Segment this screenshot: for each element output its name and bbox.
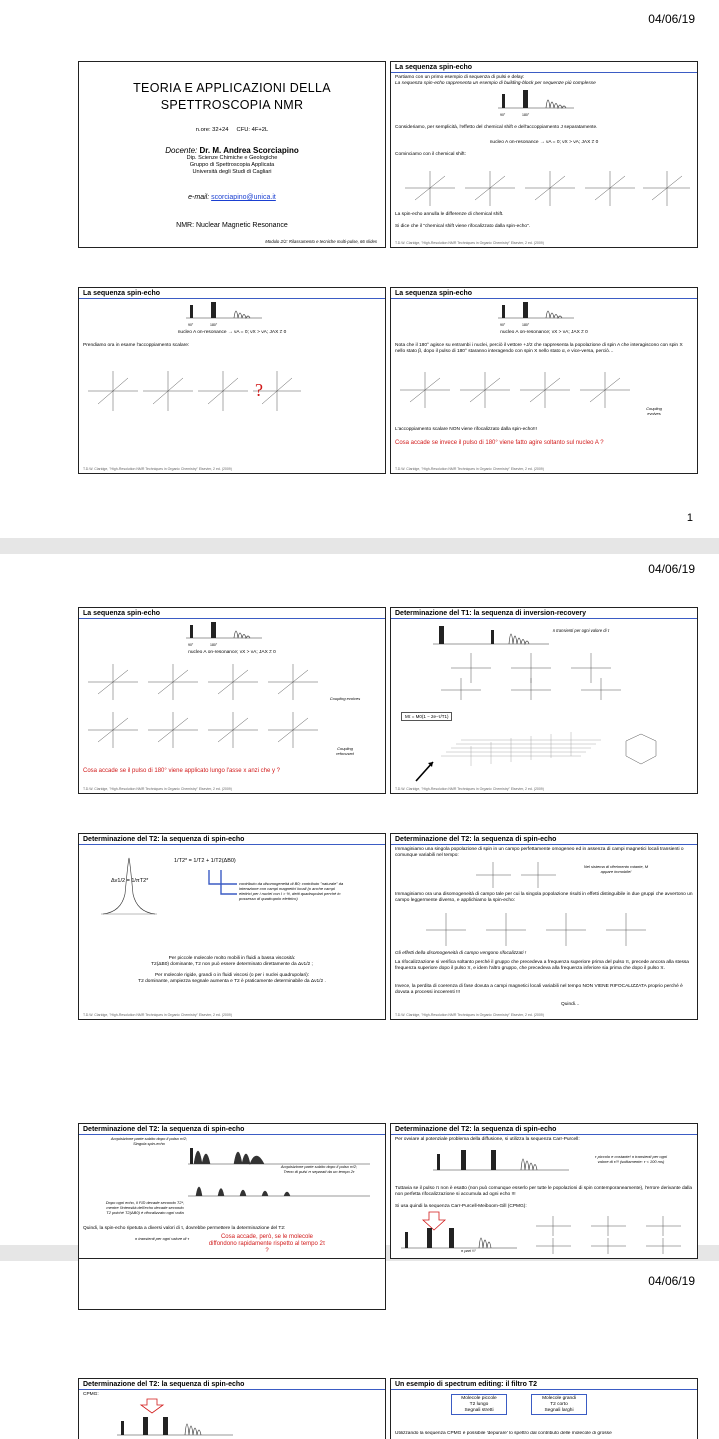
- slide-footer: T.D.W. Claridge, "High-Resolution NMR Techniques in Organic Chemistry" Elsevier, 2 ed. (2009): [395, 787, 544, 791]
- slide-text: Cominciamo con il chemical shift:: [395, 152, 466, 157]
- resonance-conditions: nucleo A on-resonance; νX > νA; JAX ≠ 0: [500, 330, 588, 335]
- svg-text:90°: 90°: [500, 113, 506, 117]
- slide-title: La sequenza spin-echo: [391, 62, 697, 73]
- slide-text: Utilizzando la sequenza CPMG è possibile 'depurare' lo spettro dal contributo delle molecole di grosse: [395, 1431, 612, 1436]
- pulse-sequence-diagram: [184, 300, 264, 330]
- echo-label: Dopo ogni echo, il FID decade secondo T2*, mentre l'intensità dell'echo decade secondo T2 poiché T2(ΔB0) è rifocalizzato ogni volta: [105, 1200, 185, 1215]
- page-separator: [0, 538, 719, 554]
- slide-text: Invece, la perdita di coerenza di fase dovuta a campi magnetici locali variabili nel tempo NON VIENE RIFOCALIZZATA proprio perché è dovuta a processi incoerenti !!!: [395, 984, 683, 995]
- slide-footer: T.D.W. Claridge, "High-Resolution NMR Techniques in Organic Chemistry" Elsevier, 2 ed. (2009): [395, 241, 544, 245]
- pulse-sequence-diagram: [431, 622, 551, 650]
- slide-text: Gli effetti della disomogeneità di campo vengono rifocalizzati !: [395, 951, 527, 956]
- slide-question: Cosa accade, però, se le molecole diffondono rapidamente rispetto al tempo 2τ ?: [208, 1234, 326, 1254]
- slide-text: Immaginiamo ora una disomogeneità di campo tale per cui la singola popolazione risulti in effetti distinguibile in due gruppi che avvertono un campo leggermente diverso, e applichiamo la spin-echo:: [395, 892, 693, 903]
- cover-hours: n.ore: 32+24 CFU: 4F+2L: [195, 127, 269, 133]
- slide-text: La rifocalizzazione si verifica soltanto perché il gruppo che precedeva a frequenza superiore prima del pulso π, precede ancora alla stessa frequenza superiore dopo il pulso π, e idem l'altro gruppo, che precedeva alla frequenza inferiore sia prima che dopo il pulso π.: [395, 960, 689, 971]
- slide-text: Per ovviare al potenziale problema della diffusione, si utilizza la sequenza Carr-Purcell:: [395, 1137, 580, 1142]
- coupling-label: Coupling refocused: [336, 746, 354, 756]
- side-note: Nel sistema di riferimento rotante, M appare immobile!: [583, 864, 649, 874]
- vector-diagram: [395, 166, 693, 211]
- tau-note: τ piccolo e costante! n transienti per ogni valore di τ!!! (solitamente: τ < 100 ms): [595, 1154, 667, 1164]
- slide-spin-echo-1: [390, 61, 698, 248]
- svg-text:90°: 90°: [188, 323, 194, 327]
- cover-module: Modulo 2/2: Rilassamento e tecniche multi-pulse, 66 slides: [265, 239, 377, 244]
- vector-diagram: [421, 910, 661, 948]
- slide-question: Cosa accade se il pulso di 180° viene applicato lungo l'asse x anzi che y ?: [83, 768, 280, 774]
- slide-title: Determinazione del T2: la sequenza di spin-echo: [79, 1124, 385, 1135]
- large-molecules-box: Molecole grandi T2 corto Segnali larghi: [531, 1394, 587, 1415]
- slide-t2-carr-purcell: [390, 1123, 698, 1259]
- page-number: 1: [686, 512, 693, 524]
- slide-title: Determinazione del T1: la sequenza di inversion-recovery: [391, 608, 697, 619]
- slide-question: Cosa accade se invece il pulso di 180° viene fatto agire soltanto sul nucleo A ?: [395, 440, 604, 446]
- cpmg-diagram: [115, 1397, 235, 1437]
- slide-spin-echo-3: [390, 287, 698, 474]
- vector-diagram: [411, 650, 681, 700]
- slide-t2-cpmg: [78, 1378, 386, 1439]
- cover-email: e-mail: scorciapino@unica.it: [188, 194, 276, 201]
- question-mark: ?: [255, 380, 263, 400]
- echo-label: Acquisizione parte subito dopo il pulso π/2; Singola spin-echo: [110, 1136, 188, 1146]
- echo-diagram: [184, 1134, 374, 1214]
- t1-formula: Mτ = M0(1 − 2e−τ/T1): [401, 712, 452, 721]
- slide-t2-filter: [390, 1378, 698, 1439]
- slide-title: La sequenza spin-echo: [391, 288, 697, 299]
- page-date: 04/06/19: [648, 12, 695, 26]
- small-molecules-box: Molecole piccole T2 lungo Segnali stretti: [451, 1394, 507, 1415]
- slide-text: Nota che il 180° agisce su entrambi i nuclei, perciò il vettore +J/2 che rappresenta la popolazione di spin A che interagiscono con spin X nello stato β, dopo il pulso di 180° staranno interagendo con spin X nello stato α, e vice-versa, perciò…: [395, 343, 683, 354]
- slide-text: Prendiamo ora in esame l'accoppiamento scalare:: [83, 343, 190, 348]
- pulse-sequence-diagram: [496, 300, 576, 330]
- pulse-sequence-diagram: [431, 1144, 571, 1178]
- slide-text: La spin-echo annulla le differenze di chemical shift.: [395, 212, 504, 217]
- slide-text: Consideriamo, per semplicità, l'effetto del chemical shift e dell'accoppiamento J separatamente.: [395, 125, 598, 130]
- coupling-label: Coupling evolves: [646, 406, 662, 416]
- bracket-arrows: [199, 868, 239, 898]
- slide-inversion-recovery: [390, 607, 698, 794]
- spectra-stack: [411, 726, 681, 786]
- slide-title: Determinazione del T2: la sequenza di spin-echo: [79, 834, 385, 845]
- slide-footer: T.D.W. Claridge, "High-Resolution NMR Techniques in Organic Chemistry" Elsevier, 2 ed. (2009): [83, 467, 232, 471]
- pulse-sequence-diagram: [496, 88, 576, 120]
- slide-title: Un esempio di spectrum editing: il filtro T2: [391, 1379, 697, 1390]
- slide-text: Quindi, la spin-echo ripetuta a diversi valori di τ, dovrebbe permettere la determinazione del T2:: [83, 1226, 286, 1231]
- slide-title: Determinazione del T2: la sequenza di spin-echo: [391, 1124, 697, 1135]
- email-link[interactable]: scorciapino@unica.it: [211, 194, 276, 201]
- cover-department: Dip. Scienze Chimiche e Geologiche Gruppo di Spettroscopia Applicata Università degli Studi di Cagliari: [186, 155, 278, 175]
- vector-diagram: [471, 860, 561, 890]
- slide-text: L'accoppiamento scalare NON viene rifocalizzato dalla spin-echo!!!: [395, 427, 537, 432]
- svg-text:90°: 90°: [500, 323, 506, 327]
- slide-t2-spin-echo-echo-train: [78, 1123, 386, 1259]
- pulse-sequence-diagram: [184, 620, 264, 650]
- vector-diagram: [83, 366, 303, 416]
- cpmg-diagram: [399, 1210, 519, 1254]
- slide-text: Per molecole rigide, grandi o in fluidi viscosi (o per i nuclei quadrupolari): T2 dominante, ampiezza segnale aumenta e T2 è praticamente determinabile da Δν1/2 .: [138, 973, 326, 984]
- slide-text: Partiamo con un primo esempio di sequenza di pulsi e delay: La sequenza spin-echo rappresenta un esempio di building-block per sequenze più complesse: [395, 75, 596, 86]
- transients-note: n transienti per ogni valore di τ: [135, 1236, 189, 1241]
- vector-diagram: [83, 660, 381, 755]
- cover-nmr: NMR: Nuclear Magnetic Resonance: [176, 222, 288, 229]
- slide-t2-spin-echo-2: [390, 833, 698, 1020]
- cover-title: TEORIA E APPLICAZIONI DELLA SPETTROSCOPIA NMR: [133, 81, 331, 112]
- slide-text: CPMG:: [83, 1392, 99, 1397]
- slide-text: Tuttavia se il pulso π non è esatto (non può comunque esserlo per tutte le popolazioni di spin contemporaneamente), l'errore derivante dalla non perfetta rifocalizzazione si accumula ad ogni echo !!!: [395, 1186, 693, 1197]
- slide-footer: T.D.W. Claridge, "High-Resolution NMR Techniques in Organic Chemistry" Elsevier, 2 ed. (2009): [83, 787, 232, 791]
- page-date: 04/06/19: [648, 562, 695, 576]
- n-even-note: n pari !!!: [461, 1248, 476, 1253]
- slide-title: Determinazione del T2: la sequenza di spin-echo: [391, 834, 697, 845]
- linewidth-formula: Δν1/2 = 1/πT2*: [111, 878, 149, 884]
- slide-footer: T.D.W. Claridge, "High-Resolution NMR Techniques in Organic Chemistry" Elsevier, 2 ed. (2009): [83, 1013, 232, 1017]
- slide-title: La sequenza spin-echo: [79, 288, 385, 299]
- lorentzian-peak: [99, 854, 159, 924]
- svg-text:90°: 90°: [188, 643, 194, 647]
- page-1: [0, 0, 719, 546]
- svg-text:180°: 180°: [210, 323, 218, 327]
- slide-footer: T.D.W. Claridge, "High-Resolution NMR Techniques in Organic Chemistry" Elsevier, 2 ed. (2009): [395, 1013, 544, 1017]
- slide-text: Immaginiamo una singola popolazione di spin in un campo perfettamente omogeneo ed in assenza di campi magnetici locali transienti o comunque variabili nel tempo:: [395, 847, 684, 858]
- resonance-conditions: nucleo A on-resonance → νA = 0; νX > νA; JAX ≠ 0: [489, 140, 599, 145]
- slide-text: Si dice che il "chemical shift viene rifocalizzato dalla spin-echo".: [395, 224, 531, 229]
- t2-formula: 1/T2* = 1/T2 + 1/T2(ΔB0): [174, 858, 236, 864]
- transients-note: n transienti per ogni valore di τ: [552, 628, 610, 633]
- svg-text:180°: 180°: [522, 323, 530, 327]
- echo-label: Acquisizione parte subito dopo il pulso π/2; Treno di pulsi π separati da un tempo 2τ: [280, 1164, 358, 1174]
- slide-cover: [78, 61, 386, 248]
- slide-title: La sequenza spin-echo: [79, 608, 385, 619]
- resonance-conditions: nucleo A on-resonance → νA = 0; νX > νA; JAX ≠ 0: [177, 330, 287, 335]
- svg-text:180°: 180°: [522, 113, 530, 117]
- slide-text: Quindi…: [561, 1002, 580, 1007]
- cover-docente: Docente: Dr. M. Andrea Scorciapino: [165, 146, 299, 155]
- slide-spin-echo-4: [78, 607, 386, 794]
- t2-annotation: contributo da disomogeneità di B0; contributo "naturale" da interazione con campi magnetici locali (o anche campi elettrici per i nuclei con I > ½, detti quadrupolari perché in possesso di quadrupolo elettrico): [239, 881, 344, 901]
- slide-spin-echo-2: [78, 287, 386, 474]
- resonance-conditions: nucleo A on-resonance; νX > νA; JAX ≠ 0: [188, 650, 276, 655]
- slide-footer: T.D.W. Claridge, "High-Resolution NMR Techniques in Organic Chemistry" Elsevier, 2 ed. (2009): [395, 467, 544, 471]
- page-date: 04/06/19: [648, 1274, 695, 1288]
- slide-text: Per piccole molecole molto mobili in fluidi a bassa viscosità: T2(ΔB0) dominante, T2 non può essere determinato direttamente da Δν1/2 ;: [151, 956, 313, 967]
- slide-text: Si usa quindi la sequenza Carr-Purcell-Meiboom-Gill (CPMG):: [395, 1204, 527, 1209]
- svg-text:180°: 180°: [210, 643, 218, 647]
- coupling-label: Coupling evolves: [329, 696, 361, 701]
- vector-diagram: [531, 1214, 691, 1254]
- slide-title: Determinazione del T2: la sequenza di spin-echo: [79, 1379, 385, 1390]
- slide-t2-spin-echo-1: [78, 833, 386, 1020]
